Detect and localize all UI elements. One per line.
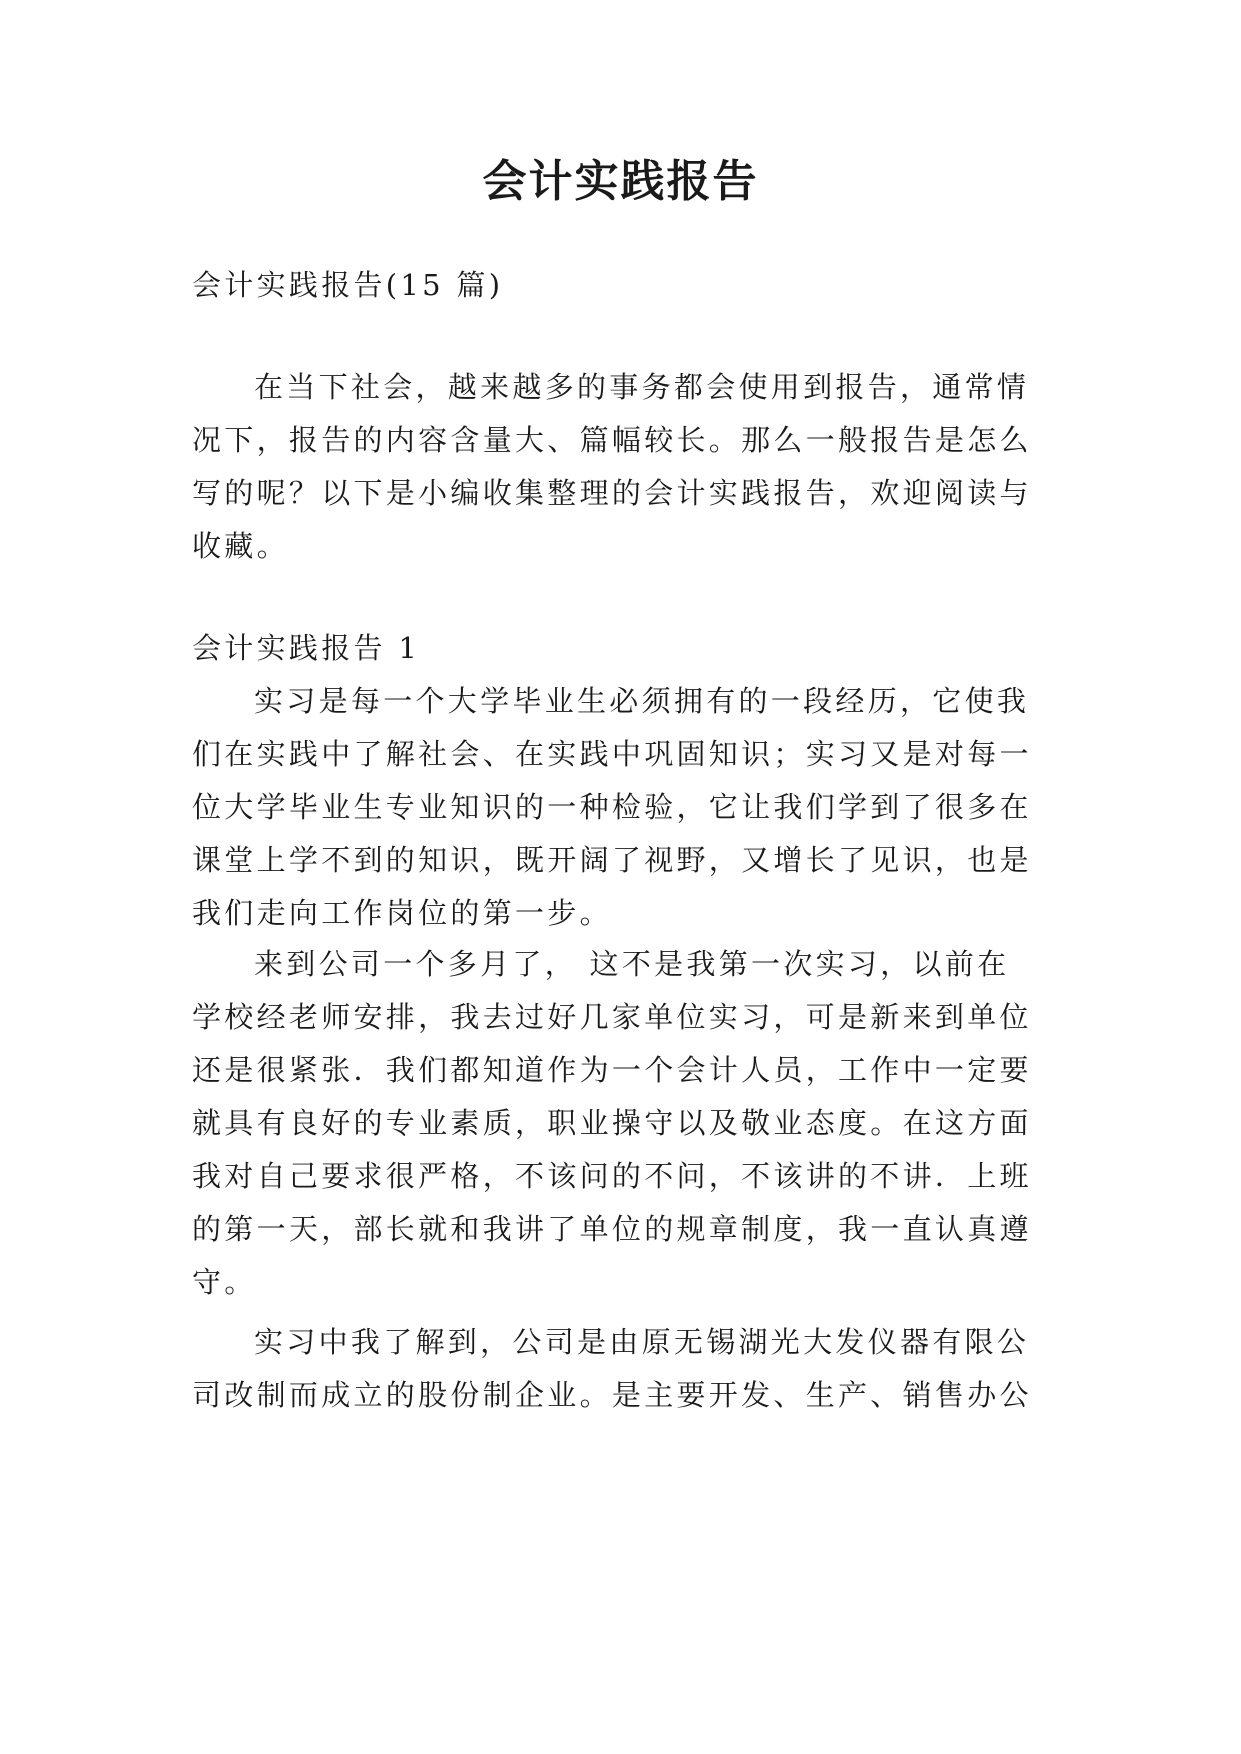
paragraph-line: 我们走向工作岗位的第一步。 [192,896,612,930]
paragraph-line: 司改制而成立的股份制企业。是主要开发、生产、销售办公 [192,1378,1032,1412]
document-title: 会计实践报告 [482,156,759,207]
intro-line: 写的呢？以下是小编收集整理的会计实践报告，欢迎阅读与 [192,476,1032,510]
paragraph-line: 学校经老师安排，我去过好几家单位实习，可是新来到单位 [192,1000,1032,1034]
paragraph-line: 实习中我了解到，公司是由原无锡湖光大发仪器有限公 [254,1325,1030,1359]
intro-line: 收藏。 [192,529,289,563]
paragraph-line: 来到公司一个多月了， 这不是我第一次实习，以前在 [254,947,1010,981]
intro-line: 在当下社会，越来越多的事务都会使用到报告，通常情 [254,370,1030,404]
paragraph-line: 的第一天，部长就和我讲了单位的规章制度，我一直认真遵 [192,1212,1032,1246]
paragraph-line: 课堂上学不到的知识，既开阔了视野，又增长了见识，也是 [192,843,1032,877]
paragraph-line: 实习是每一个大学毕业生必须拥有的一段经历，它使我 [254,684,1030,718]
paragraph-line: 我对自己要求很严格，不该问的不问，不该讲的不讲．上班 [192,1159,1032,1193]
document-subtitle: 会计实践报告(15 篇) [192,268,504,302]
intro-line: 况下，报告的内容含量大、篇幅较长。那么一般报告是怎么 [192,423,1032,457]
paragraph-line: 就具有良好的专业素质，职业操守以及敬业态度。在这方面 [192,1106,1032,1140]
paragraph-line: 守。 [192,1265,257,1299]
paragraph-line: 们在实践中了解社会、在实践中巩固知识；实习又是对每一 [192,737,1032,771]
section-heading: 会计实践报告 1 [192,631,421,665]
paragraph-line: 还是很紧张．我们都知道作为一个会计人员，工作中一定要 [192,1053,1032,1087]
paragraph-line: 位大学毕业生专业知识的一种检验，它让我们学到了很多在 [192,790,1032,824]
